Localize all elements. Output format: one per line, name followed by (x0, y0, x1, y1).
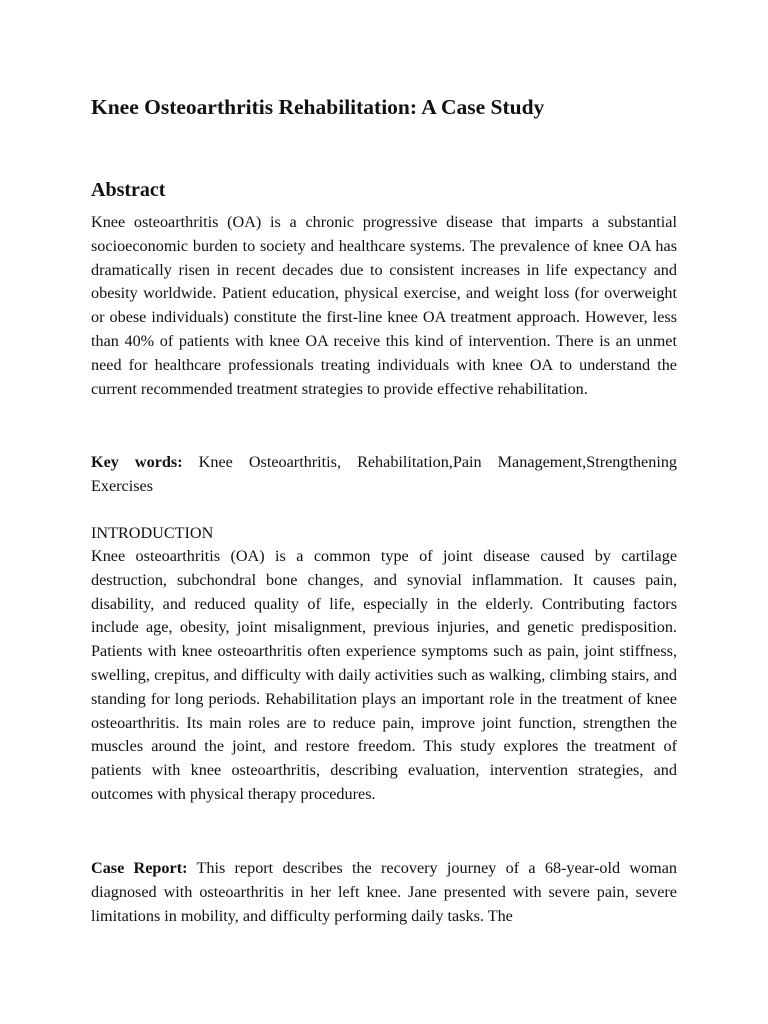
keywords-label: Key words: (91, 453, 183, 471)
case-report-paragraph (91, 857, 677, 928)
keywords-paragraph (91, 451, 677, 499)
case-report-label: Case Report: (91, 859, 188, 877)
abstract-text: Knee osteoarthritis (OA) is a chronic progressive disease that imparts a substantial socioeconomic burden to society and healthcare systems. The prevalence of knee OA has dramatically risen in recent decades due to consistent increases in life expectancy and obesity worldwide. Patient education, physical exercise, and weight loss (for overweight or obese individuals) constitute the first-line knee OA treatment approach. However, less than 40% of patients with knee OA receive this kind of intervention. There is an unmet need for healthcare professionals treating individuals with knee OA to understand the current recommended treatment strategies to provide effective rehabilitation. (91, 213, 677, 398)
keywords-text: Knee Osteoarthritis, Rehabilitation,Pain Management,Strengthening Exercises (91, 453, 678, 495)
introduction-text: Knee osteoarthritis (OA) is a common type of joint disease caused by cartilage destruction, subchondral bone changes, and synovial inflammation. It causes pain, disability, and reduced quality of life, especially in the elderly. Contributing factors include age, obesity, joint misalignment, previous injuries, and genetic predisposition. Patients with knee osteoarthritis often experience symptoms such as pain, joint stiffness, swelling, crepitus, and difficulty with daily activities such as walking, climbing stairs, and standing for long periods. Rehabilitation plays an important role in the treatment of knee osteoarthritis. Its main roles are to reduce pain, improve joint function, strengthen the muscles around the joint, and restore freedom. This study explores the treatment of patients with knee osteoarthritis, describing evaluation, intervention strategies, and outcomes with physical therapy procedures. (91, 547, 677, 803)
introduction-heading: INTRODUCTION (91, 524, 214, 542)
abstract-heading: Abstract (91, 179, 166, 201)
document-title: Knee Osteoarthritis Rehabilitation: A Case Study (91, 95, 545, 119)
case-report-text: This report describes the recovery journey of a 68-year-old woman diagnosed with osteoarthritis in her left knee. Jane presented with severe pain, severe limitations in mobility, and difficulty performing daily tasks. The (91, 859, 677, 925)
